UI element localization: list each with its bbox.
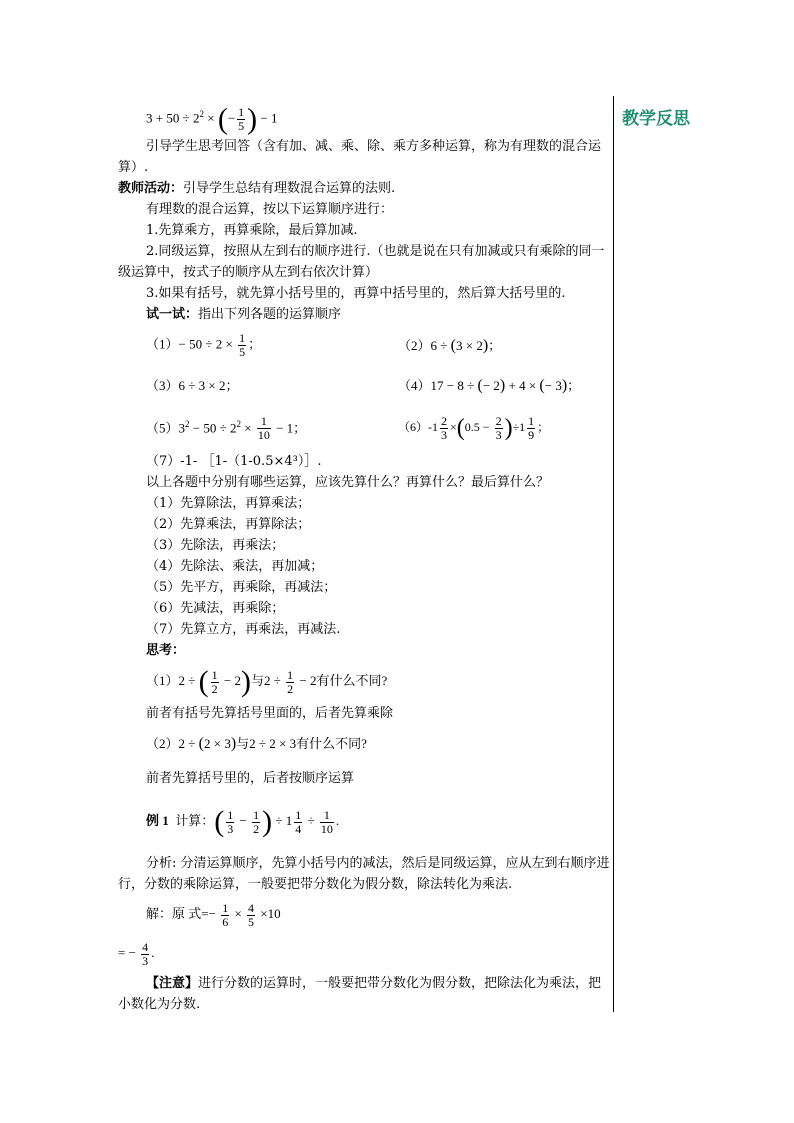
analysis-text: 分析: 分清运算顺序，先算小括号内的减法，然后是同级运算，应从左到右顺序进行，分数的乘除运算，一般要把带分数化为假分数，除法转化为乘法. (118, 856, 610, 892)
lesson-content (118, 92, 610, 1015)
rule-1: 1.先算乘方，再算乘除，最后算加减. (146, 223, 358, 238)
fraction: $\frac{1}{4}$ (295, 807, 302, 836)
example-label: 例 1 (146, 813, 169, 828)
fraction: $\frac{4}{5}$ (248, 900, 255, 929)
answer-item: （1）先算除法，再算乘法； (146, 496, 311, 511)
fraction: $\frac{1}{6}$ (222, 900, 229, 929)
fraction: $\frac{1}{9}$ (528, 413, 535, 442)
fraction: $\frac{2}{3}$ (495, 413, 502, 442)
answer-item: （4）先除法、乘法，再加减； (146, 559, 324, 574)
side-title: 教学反思 (622, 109, 690, 129)
fraction: $\frac{1}{10}$ (320, 807, 333, 836)
teacher-activity: 教师活动：引导学生总结有理数混合运算的法则. (118, 181, 396, 196)
exercise-1: （1）− 50 ÷ 2 × $\frac{1}{5}$ ； (146, 330, 262, 359)
try-heading: 试一试：指出下列各题的运算顺序 (146, 307, 342, 322)
note-text: 【注意】进行分数的运算时，一般要把带分数化为假分数，把除法化为乘法，把小数化为分数. (118, 976, 602, 1012)
rule-2: 2.同级运算，按照从左到右的顺序进行.（也就是说在只有加减或只有乘除的同一级运算中，按式子的顺序从左到右依次计算） (118, 244, 605, 280)
order-question: 以上各题中分别有哪些运算，应该先算什么？再算什么？最后算什么？ (146, 475, 550, 490)
exercise-row-2 (146, 365, 610, 405)
solution-line-1: 解：原 式=− $\frac{1}{6}$ × $\frac{4}{5}$ ×10 (146, 900, 281, 929)
answer-item: （6）先减法，再乘除； (146, 601, 285, 616)
think-question-2: （2）2 ÷ (2 × 3)与2 ÷ 2 × 3有什么不同? (146, 735, 367, 752)
intro-text: 引导学生思考回答（含有加、减、乘、除、乘方多种运算，称为有理数的混合运算）. (118, 139, 602, 175)
exercise-3: （3）6 ÷ 3 × 2； (146, 377, 239, 393)
fraction: $\frac{1}{10}$ (257, 414, 270, 443)
rule-3: 3.如果有括号，就先算小括号里的，再算中括号里的，然后算大括号里的. (146, 286, 566, 301)
fraction: $\frac{1}{2}$ (253, 807, 260, 836)
fraction: $\frac{1}{2}$ (287, 667, 294, 696)
exercise-2: （2）6 ÷ (3 × 2)； (398, 336, 502, 354)
answer-item: （3）先除法，再乘法； (146, 538, 285, 553)
answer-list (118, 493, 610, 640)
exercise-row-3 (146, 405, 610, 451)
fraction: $\frac{1}{5}$ (238, 104, 245, 133)
think-answer-1: 前者有括号先算括号里面的，后者先算乘除 (146, 706, 394, 721)
answer-item: （7）先算立方，再乘法，再减法. (146, 622, 341, 637)
exercise-6: （6）-1 $\frac{2}{3}$ ×(0.5 − $\frac{2}{3}$ )÷1 $\frac{1}{9}$ ； (398, 413, 550, 442)
fraction: $\frac{1}{2}$ (211, 667, 218, 696)
fraction: $\frac{2}{3}$ (441, 413, 448, 442)
answer-item: （2）先算乘法，再算除法； (146, 517, 311, 532)
column-divider (613, 96, 614, 1012)
note-label: 【注意】 (146, 976, 199, 991)
example-1: 例 1 计算：( $\frac{1}{3}$ − $\frac{1}{2}$ ) ÷ 1 $\frac{1}{4}$ ÷ $\frac{1}{10}$ . (146, 805, 340, 839)
think-question-1: （1）2 ÷ ( $\frac{1}{2}$ − 2)与2 ÷ $\frac{1}{2}$ − 2有什么不同? (146, 665, 388, 699)
solution-line-2: = − $\frac{4}{3}$ . (118, 939, 155, 968)
fraction: $\frac{1}{3}$ (227, 807, 234, 836)
fraction: $\frac{4}{3}$ (142, 939, 149, 968)
think-heading: 思考： (146, 643, 186, 658)
rules-lead: 有理数的混合运算，按以下运算顺序进行： (146, 202, 394, 217)
answer-item: （5）先平方，再乘除，再减法； (146, 580, 337, 595)
expr-top: $3 + 50 \div 2^2$ × (− $\frac{1}{5}$ ) − 1 (146, 102, 278, 136)
think-answer-2: 前者先算括号里的，后者按顺序运算 (146, 771, 355, 786)
exercise-4: （4）17 − 8 ÷ (− 2) + 4 × (− 3)； (398, 376, 581, 394)
exercise-5: $(5)3^2 - 50 \div 2^2$ × $\frac{1}{10}$ − 1； (146, 414, 307, 443)
teacher-label: 教师活动： (118, 181, 184, 196)
exercise-row-1 (146, 325, 610, 365)
exercise-7: （7）-1- ［1-（1-0.5×4³）］. (146, 454, 322, 469)
fraction: $\frac{1}{5}$ (239, 330, 246, 359)
